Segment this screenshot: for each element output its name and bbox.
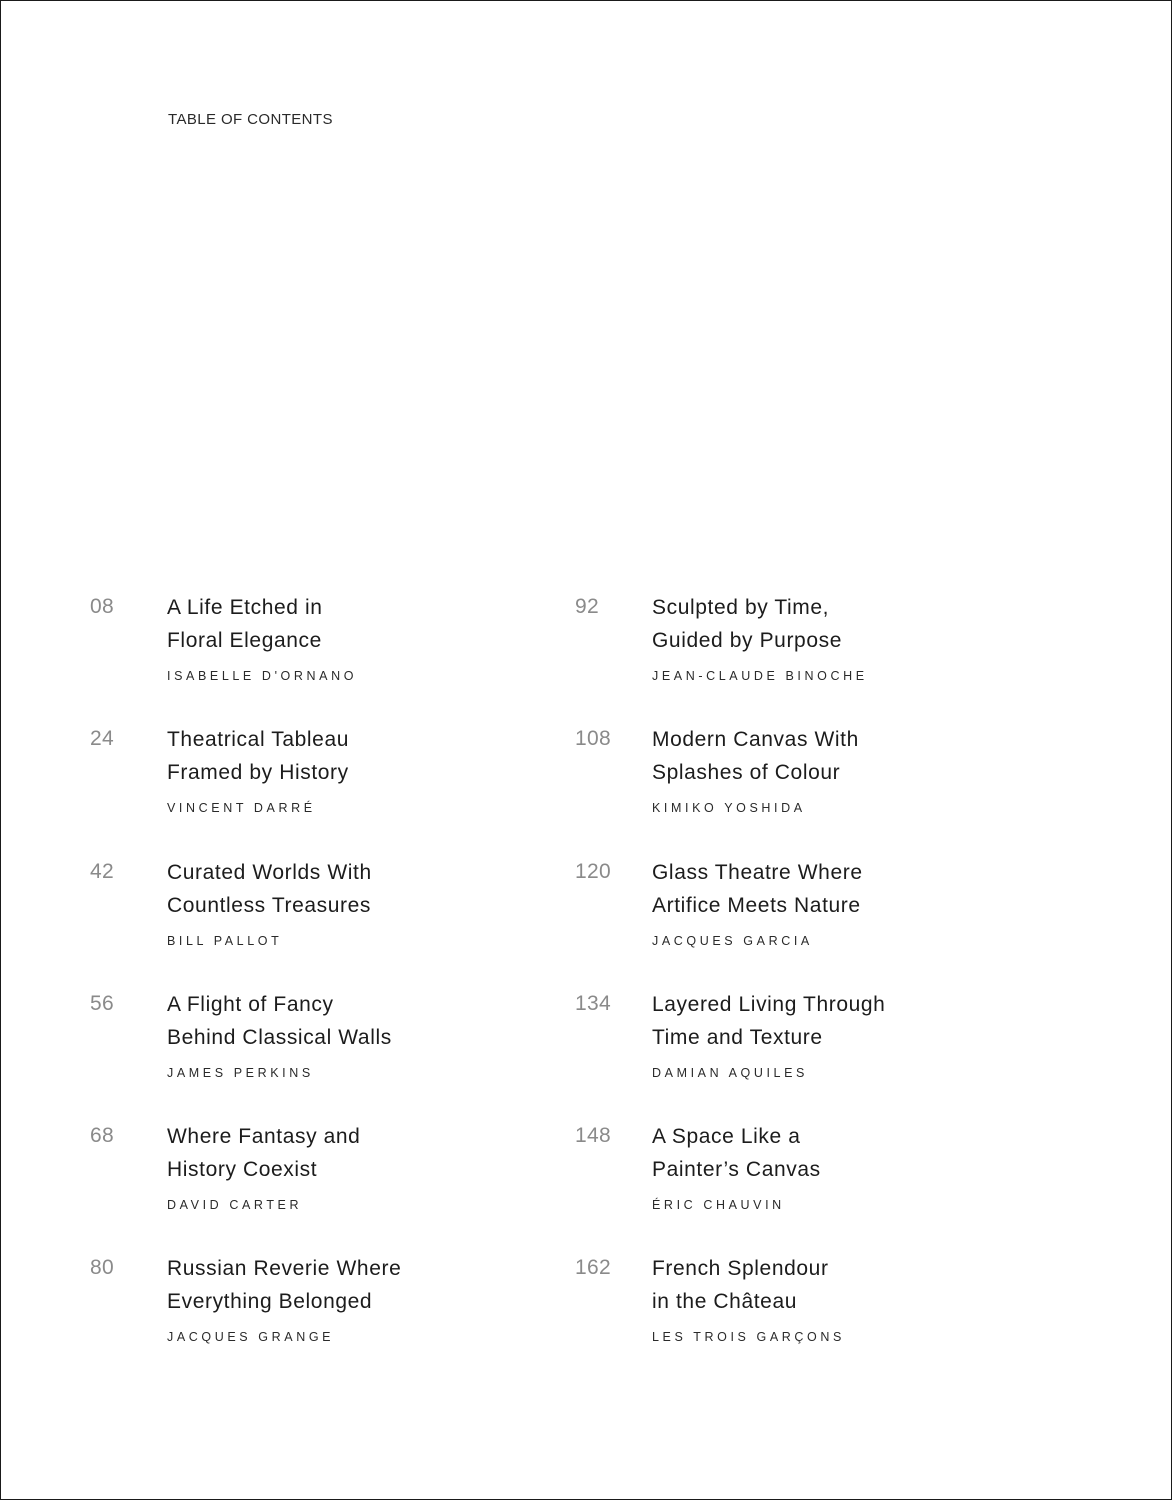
chapter-title-line: Floral Elegance: [167, 629, 322, 652]
chapter-author: LES TROIS GARÇONS: [652, 1330, 845, 1344]
toc-entry[interactable]: [575, 1252, 1035, 1362]
chapter-title: [652, 1120, 1032, 1186]
chapter-title: [652, 591, 1032, 657]
chapter-title: [167, 1252, 547, 1318]
toc-entry[interactable]: [90, 723, 550, 833]
chapter-title: [652, 723, 1032, 789]
chapter-title-line: Glass Theatre Where: [652, 861, 863, 884]
chapter-title-line: A Flight of Fancy: [167, 993, 334, 1016]
toc-entry[interactable]: [90, 856, 550, 966]
page-number: 148: [575, 1124, 611, 1147]
chapter-title-line: Splashes of Colour: [652, 761, 841, 784]
page-number: 108: [575, 727, 611, 750]
toc-entry[interactable]: [575, 723, 1035, 833]
toc-entry[interactable]: [90, 988, 550, 1098]
chapter-author: ÉRIC CHAUVIN: [652, 1198, 785, 1212]
chapter-title: [167, 1120, 547, 1186]
chapter-title-line: Modern Canvas With: [652, 728, 859, 751]
toc-entry[interactable]: [90, 1120, 550, 1230]
page-number: 92: [575, 595, 599, 618]
chapter-title: [652, 856, 1032, 922]
chapter-author: DAMIAN AQUILES: [652, 1066, 808, 1080]
chapter-title-line: Layered Living Through: [652, 993, 886, 1016]
chapter-title: [167, 856, 547, 922]
toc-entry[interactable]: [575, 988, 1035, 1098]
chapter-title-line: History Coexist: [167, 1158, 318, 1181]
chapter-author: DAVID CARTER: [167, 1198, 303, 1212]
chapter-title-line: Artifice Meets Nature: [652, 894, 861, 917]
chapter-title: [652, 1252, 1032, 1318]
toc-entry[interactable]: [90, 591, 550, 701]
chapter-title: [167, 988, 547, 1054]
toc-entry[interactable]: [575, 1120, 1035, 1230]
chapter-author: JAMES PERKINS: [167, 1066, 314, 1080]
page-number: 162: [575, 1256, 611, 1279]
toc-entry[interactable]: [575, 591, 1035, 701]
chapter-title: [652, 988, 1032, 1054]
chapter-author: BILL PALLOT: [167, 934, 283, 948]
page-number: 80: [90, 1256, 114, 1279]
page-number: 42: [90, 860, 114, 883]
chapter-author: VINCENT DARRÉ: [167, 801, 316, 815]
chapter-title-line: French Splendour: [652, 1257, 829, 1280]
toc-entry[interactable]: [575, 856, 1035, 966]
chapter-title-line: Russian Reverie Where: [167, 1257, 402, 1280]
page-title: TABLE OF CONTENTS: [168, 111, 333, 128]
page-number: 56: [90, 992, 114, 1015]
page-number: 08: [90, 595, 114, 618]
toc-entry[interactable]: [90, 1252, 550, 1362]
chapter-title-line: Sculpted by Time,: [652, 596, 830, 619]
chapter-title-line: Framed by History: [167, 761, 349, 784]
chapter-author: KIMIKO YOSHIDA: [652, 801, 806, 815]
chapter-title: [167, 591, 547, 657]
chapter-title-line: A Space Like a: [652, 1125, 801, 1148]
chapter-title-line: Curated Worlds With: [167, 861, 372, 884]
chapter-title: [167, 723, 547, 789]
chapter-title-line: Countless Treasures: [167, 894, 371, 917]
chapter-author: JACQUES GRANGE: [167, 1330, 335, 1344]
chapter-title-line: Where Fantasy and: [167, 1125, 361, 1148]
page-number: 68: [90, 1124, 114, 1147]
chapter-title-line: Everything Belonged: [167, 1290, 373, 1313]
chapter-title-line: A Life Etched in: [167, 596, 323, 619]
chapter-title-line: Guided by Purpose: [652, 629, 842, 652]
page-number: 24: [90, 727, 114, 750]
chapter-title-line: Painter’s Canvas: [652, 1158, 821, 1181]
chapter-title-line: Theatrical Tableau: [167, 728, 350, 751]
chapter-author: JACQUES GARCIA: [652, 934, 813, 948]
chapter-author: ISABELLE D'ORNANO: [167, 669, 358, 683]
page-number: 120: [575, 860, 611, 883]
chapter-title-line: Behind Classical Walls: [167, 1026, 392, 1049]
chapter-title-line: in the Château: [652, 1290, 798, 1313]
chapter-title-line: Time and Texture: [652, 1026, 823, 1049]
page-number: 134: [575, 992, 611, 1015]
chapter-author: JEAN-CLAUDE BINOCHE: [652, 669, 868, 683]
